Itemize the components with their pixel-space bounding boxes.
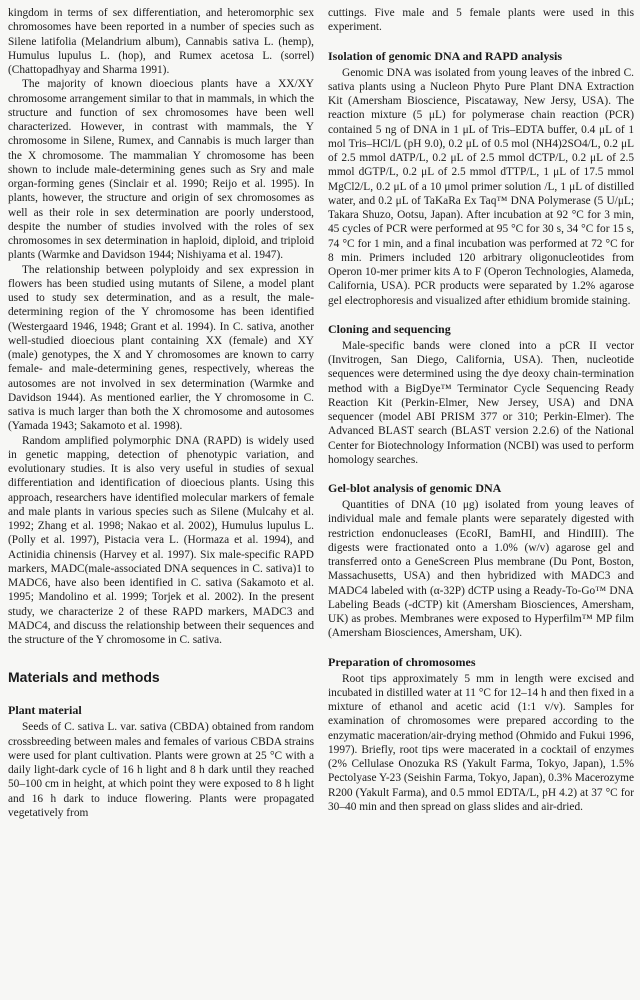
intro-paragraph-2: The majority of known dioecious plants have a XX/XY chromosome arrangement similar to that in mammals, in which the structure and function of sex chromosomes have been well characterized. However, in contrast with mammals, the Y chromosome in Silene, Rumex, and Cannabis is much larger than the X chromosome. The mammalian Y chromosome has been shown to include male-determining genes such as Sry and male organ-forming genes (Sinclair et al. 1990; Reijo et al. 1995). In plants, however, the structure and origin of sex chromosomes as well as their role in sex determination are poorly understood, despite the number of studies involved with the roles of sex chromosomes in sex determination in haploid, diploid, and triploid plants (Warmke and Davidson 1944; Nishiyama et al. 1947).	[8, 78, 314, 262]
dna-isolation-paragraph: Genomic DNA was isolated from young leaves of the inbred C. sativa plants using a Nucleon Phyto Pure Plant DNA Extraction Kit (Amersham Bioscience, Piscataway, New Jersy, USA). The reaction mixture (5 μL) for polymerase chain reaction (PCR) contained 5 ng of DNA in 1 μL of Tris–EDTA buffer, 0.4 μL of 1 mol Tris–HCl/L (pH 9.0), 0.2 μL of 0.5 mol (NH4)2SO4/L, 0.2 μL of 2.5 mmol dATP/L, 0.2 μL of 2.5 mmol dCTP/L, 0.2 μL of 2.5 mmol dGTP/L, 0.2 μL of 2.5 mmol dTTP/L, 1 μL of 17.5 mmol MgCl2/L, 0.2 μL of a 10 μmol primer solution /L, 1 μL of distilled water, and 0.2 μL of TaKaRa Ex Taq™ DNA Polymerase (5 U/μL; Takara Shuzo, Ootsu, Japan). After incubation at 92 °C for 3 min, 45 cycles of PCR were performed at 95 °C for 30 s, 34 °C for 15 s, 74 °C for 1 min, and a final incubation was performed at 72 °C for 8 min. Primers included 120 arbitrary oligonucleotides from Operon 10-mer primer kits A to F (Operon Technologies, Alameda, California, USA). PCR products were separated by 1.2% agarose gel electrophoresis and visualized after ethidium bromide staining.	[328, 66, 634, 307]
intro-paragraph-1: kingdom in terms of sex differentiation, and heteromorphic sex chromosomes have been reported in a number of species such as Silene latifolia (Melandrium album), Cannabis sativa L. (hemp), Humulus lupulus L. (hop), and Rumex acetosa L. (sorrel) (Chattopadhyay and Sharma 1991).	[8, 7, 314, 76]
subheading-plant-material: Plant material	[8, 703, 82, 718]
subheading-chromosome-prep: Preparation of chromosomes	[328, 654, 476, 669]
section-heading-materials-methods: Materials and methods	[8, 669, 160, 686]
subheading-dna-isolation-rapd: Isolation of genomic DNA and RAPD analysis	[328, 48, 563, 63]
plant-material-continued: cuttings. Five male and 5 female plants were used in this experiment.	[328, 7, 634, 34]
subheading-gel-blot: Gel-blot analysis of genomic DNA	[328, 481, 502, 495]
intro-paragraph-3: The relationship between polyploidy and sex expression in flowers has been studied using mutants of Silene, a model plant used to study sex determination, and as a result, the male-determining region of the Y chromosome has been identified (Westergaard 1946, 1948; Grant et al. 1994). In C. sativa, another well-studied dioecious plant containing XX (female) and XY (male) genotypes, the X and Y chromosomes are known to carry female- and male-determining genes, respectively, whereas the autosomes are not involved in sex determination (Warmke and Davidson 1944). As mentioned earlier, the Y chromosome in C. sativa is much larger than both the X chromosome and autosomes (Yamada 1943; Sakamoto et al. 1998).	[8, 263, 314, 433]
right-column	[328, 6, 634, 1000]
cloning-paragraph: Male-specific bands were cloned into a pCR II vector (Invitrogen, San Diego, California, USA). Then, nucleotide sequences were determined using the dye deoxy chain-termination method with a BigDye™ Terminator Cycle Sequencing Ready Reaction Kit (Perkin-Elmer, New Jersey, USA) and DNA sequencer (model ABI PRISM 377 or 310; Perkin-Elmer). The Advanced BLAST search (BLAST version 2.2.6) of the National Center for Biotechnology Information (NCBI) was used to perform homology searches.	[328, 339, 634, 466]
chromosome-prep-paragraph: Root tips approximately 5 mm in length were excised and incubated in distilled water at 11 °C for 12–14 h and then fixed in a mixture of ethanol and acetic acid (1:1 v/v). Samples for examination of chromosomes were prepared according to the enzymatic maceration/air-drying method (Ohmido and Fukui 1996, 1997). Briefly, root tips were macerated in a cocktail of enzymes (2% Cellulase Onozuka RS (Yakult Farma, Tokyo, Japan), 1.5% Pectolyase Y-23 (Seishin Farma, Tokyo, Japan), 0.3% Macerozyme R200 (Yakult Farma), and 0.5 mmol EDTA/L, pH 4.2) at 37 °C for 30–40 min and then spread on glass slides and air-dried.	[328, 672, 634, 813]
intro-paragraph-4: Random amplified polymorphic DNA (RAPD) is widely used in genetic mapping, detection of phenotypic variation, and evolutionary studies. It is also very useful in studies of sexual differentiation and identification of dioecious plants. Using this approach, researchers have identified molecular markers of female and male plants in various species such as Silene (Mulcahy et al. 1992; Zhang et al. 1998; Nakao et al. 2002), Humulus lupulus L. (Polly et al. 1997), Pistacia vera L. (Hormaza et al. 1994), and Actinidia chinensis (Harvey et al. 1997). Six male-specific RAPD markers, MADC(male-associated DNA sequences in C. sativa)1 to MADC6, have also been identified in C. sativa (Sakamoto et al. 1995; Mandolino et al. 1999; Torjek et al. 2002). In the present study, we characterize 2 of these RAPD markers, MADC3 and MADC4, and discuss the relationship between their sequences and the structure of the Y chromosome in C. sativa.	[8, 434, 314, 646]
left-column	[8, 6, 314, 1000]
gel-blot-paragraph: Quantities of DNA (10 μg) isolated from young leaves of individual male and female plants were separately digested with restriction endonucleases (EcoRI, BamHI, and HindIII). The digests were fractionated onto a 1.0% (w/v) agarose gel and transferred onto a GeneScreen Plus membrane (Du Pont, Boston, Massachusetts, USA) and then hybridized with MADC3 and MADC4 labeled with (α-32P) dCTP using a Ready-To-Go™ DNA Labeling Beads (-dCTP) kit (Amersham Biosciences, Amersham, UK) as probes. Membranes were exposed to Hyperfilm™ MP film (Amersham Biosciences, Amersham, UK).	[328, 499, 634, 640]
subheading-cloning-sequencing: Cloning and sequencing	[328, 321, 451, 336]
plant-material-paragraph: Seeds of C. sativa L. var. sativa (CBDA) obtained from random crossbreeding between males and females of various CBDA strains were used for plant cultivation. Plants were grown at 25 °C with a daily light-dark cycle of 16 h light and 8 h dark until they reached 50–100 cm in height, at which point they were exposed to 8 h light and 16 h dark to induce flowering. Plants were propagated vegetatively from	[8, 721, 314, 819]
